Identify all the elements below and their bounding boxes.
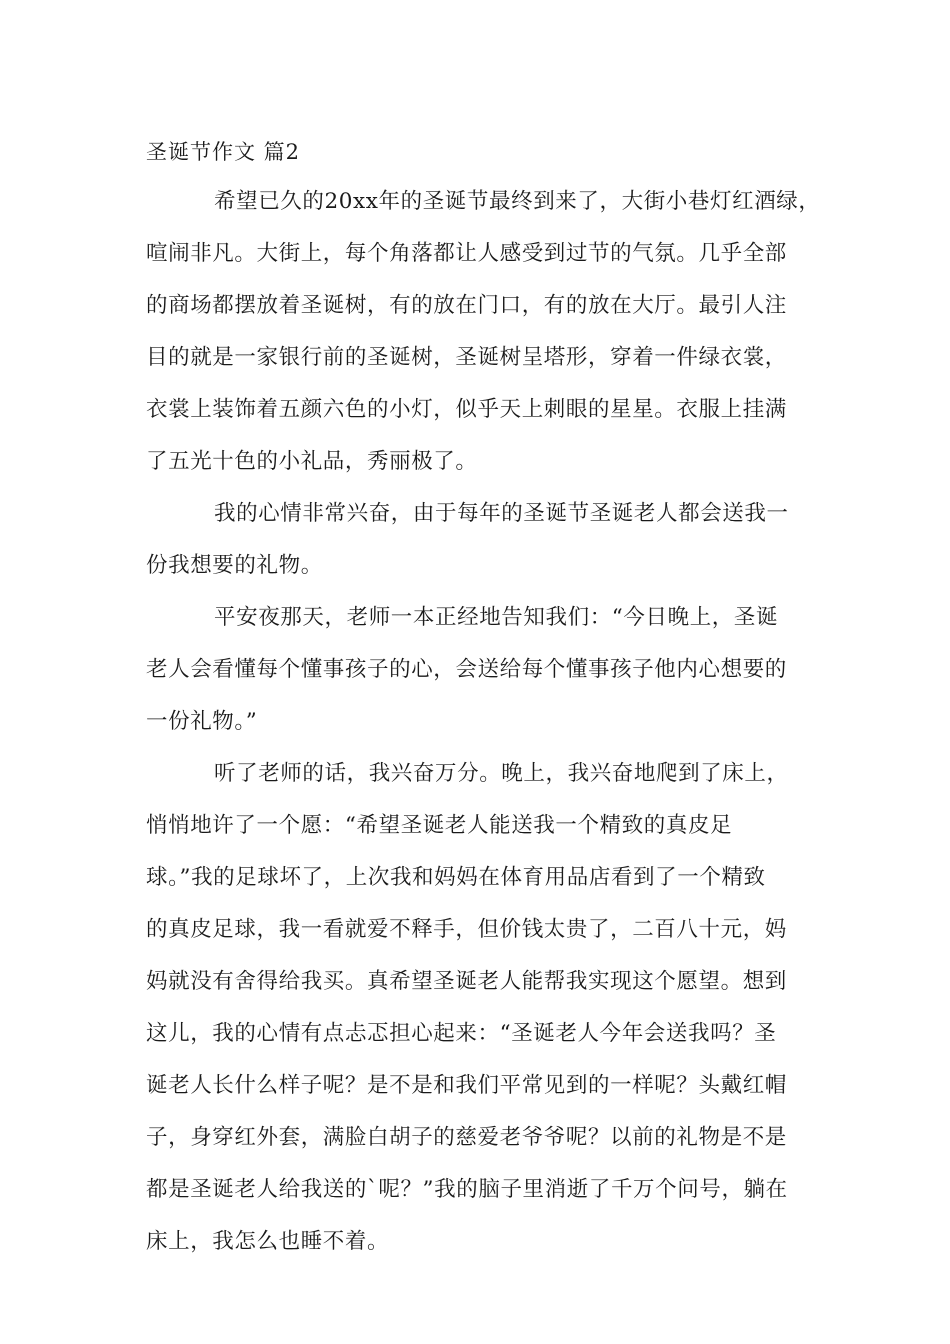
paragraph-line: 了五光十色的小礼品，秀丽极了。	[146, 449, 478, 474]
paragraph-line: 平安夜那天，老师一本正经地告知我们：“今日晚上，圣诞	[214, 605, 779, 630]
paragraph-line: 我的心情非常兴奋，由于每年的圣诞节圣诞老人都会送我一	[214, 501, 789, 526]
paragraph-3	[146, 592, 836, 748]
paragraph-line: 份我想要的礼物。	[146, 553, 323, 578]
paragraph-line: 喧闹非凡。大街上，每个角落都让人感受到过节的气氛。几乎全部	[146, 241, 787, 266]
paragraph-line: 的商场都摆放着圣诞树，有的放在门口，有的放在大厅。最引人注	[146, 293, 787, 318]
paragraph-line: 诞老人长什么样子呢？是不是和我们平常见到的一样呢？头戴红帽	[146, 1073, 787, 1098]
paragraph-4	[146, 748, 836, 1268]
document-title: 圣诞节作文 篇2	[146, 140, 301, 164]
paragraph-line: 衣裳上装饰着五颜六色的小灯，似乎天上刺眼的星星。衣服上挂满	[146, 397, 787, 422]
paragraph-line: 老人会看懂每个懂事孩子的心，会送给每个懂事孩子他内心想要的	[146, 657, 787, 682]
paragraph-line: 都是圣诞老人给我送的`呢？”我的脑子里消逝了千万个问号，躺在	[146, 1177, 788, 1202]
paragraph-1	[146, 176, 836, 488]
paragraph-line: 听了老师的话，我兴奋万分。晚上，我兴奋地爬到了床上，	[214, 761, 789, 786]
paragraph-2	[146, 488, 836, 592]
paragraph-line: 妈就没有舍得给我买。真希望圣诞老人能帮我实现这个愿望。想到	[146, 969, 787, 994]
paragraph-line: 目的就是一家银行前的圣诞树，圣诞树呈塔形，穿着一件绿衣裳，	[146, 345, 787, 370]
paragraph-line: 这儿，我的心情有点忐忑担心起来：“圣诞老人今年会送我吗？圣	[146, 1021, 777, 1046]
paragraph-line: 一份礼物。”	[146, 709, 258, 734]
document-page	[146, 128, 836, 1268]
paragraph-line: 球。”我的足球坏了，上次我和妈妈在体育用品店看到了一个精致	[146, 865, 766, 890]
paragraph-line: 子，身穿红外套，满脸白胡子的慈爱老爷爷呢？以前的礼物是不是	[146, 1125, 787, 1150]
paragraph-line: 的真皮足球，我一看就爱不释手，但价钱太贵了，二百八十元，妈	[146, 917, 787, 942]
paragraph-line: 悄悄地许了一个愿：“希望圣诞老人能送我一个精致的真皮足	[146, 813, 733, 838]
paragraph-line: 床上，我怎么也睡不着。	[146, 1229, 390, 1254]
paragraph-line: 希望已久的20xx年的圣诞节最终到来了，大街小巷灯红酒绿，	[214, 189, 821, 214]
